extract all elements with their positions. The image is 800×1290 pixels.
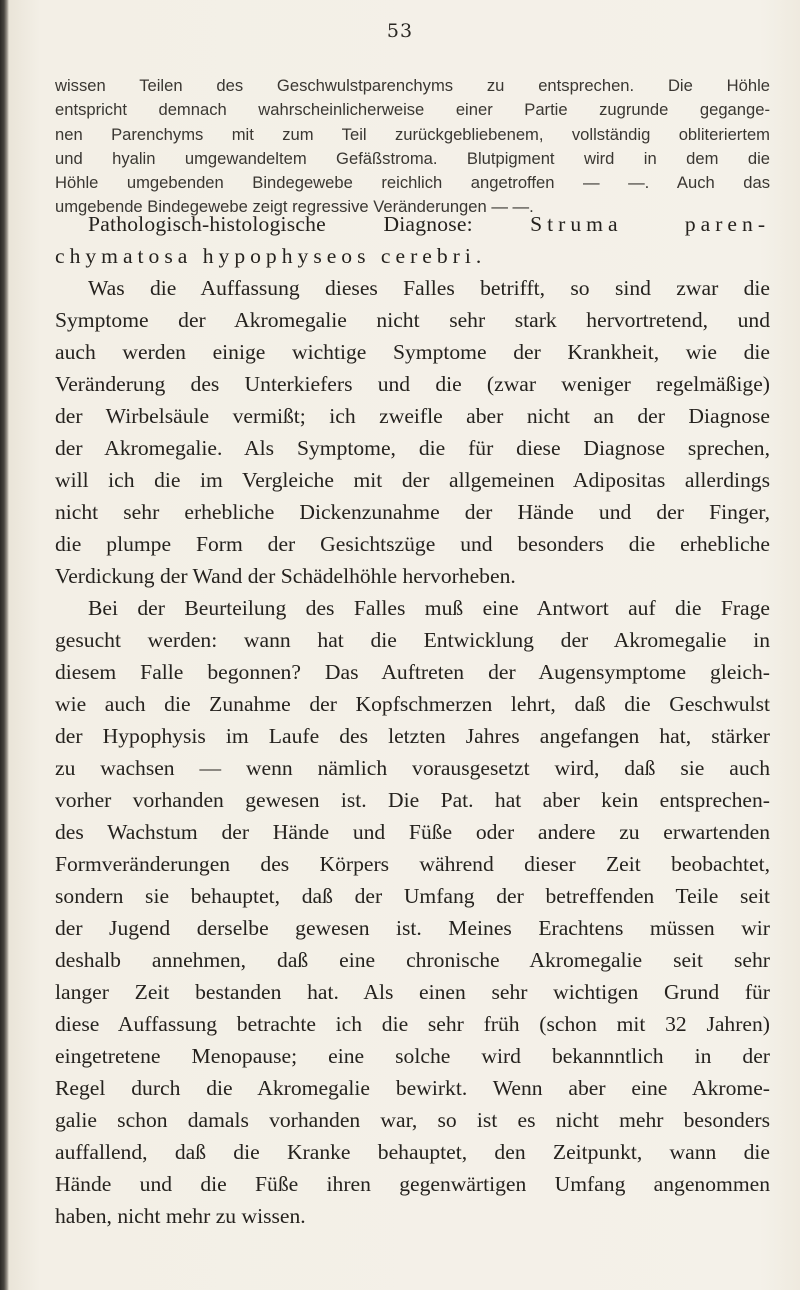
text-line: Bei der Beurteilung des Falles muß eine Antwort auf die Frage [88,596,770,620]
text-line: sondern sie behauptet, daß der Umfang der betreffenden Teile seit [55,884,770,908]
text-line: will ich die im Vergleiche mit der allgemeinen Adipositas allerdings [55,468,770,492]
text-line: entspricht demnach wahrscheinlicherweise einer Partie zugrunde gegange- [55,100,770,120]
text-line: der Akromegalie. Als Symptome, die für diese Diagnose sprechen, [55,436,770,460]
text-line: diese Auffassung betrachte ich die sehr früh (schon mit 32 Jahren) [55,1012,770,1036]
diagnosis-label: Pathologisch-histologische Diagnose: [88,212,473,236]
text-line: die plumpe Form der Gesichtszüge und besonders die erhebliche [55,532,770,556]
diagnosis-line-1 [55,208,770,240]
text-line: vorher vorhanden gewesen ist. Die Pat. hat aber kein entsprechen- [55,788,770,812]
text-line: Formveränderungen des Körpers während dieser Zeit beobachtet, [55,852,770,876]
text-line: wie auch die Zunahme der Kopfschmerzen lehrt, daß die Geschwulst [55,692,770,716]
book-binding-edge [0,0,9,1290]
small-print-paragraph [55,74,770,220]
text-line: nen Parenchyms mit zum Teil zurückgebliebenem, vollständig obliteriertem [55,124,770,144]
text-line: Verdickung der Wand der Schädelhöhle hervorheben. [55,564,516,588]
paragraph-1 [55,272,770,592]
text-line: diesem Falle begonnen? Das Auftreten der Augensymptome gleich- [55,660,770,684]
text-line: Was die Auffassung dieses Falles betrifft, so sind zwar die [88,276,770,300]
diagnosis-term-part-2: chymatosa hypophyseos cerebri. [55,244,487,268]
text-line: umgebende Bindegewebe zeigt regressive Veränderungen — —. [55,197,534,217]
main-text [55,208,770,1232]
text-line: auffallend, daß die Kranke behauptet, den Zeitpunkt, wann die [55,1140,770,1164]
text-line: haben, nicht mehr zu wissen. [55,1204,306,1228]
text-line: auch werden einige wichtige Symptome der Krankheit, wie die [55,340,770,364]
text-line: der Hypophysis im Laufe des letzten Jahres angefangen hat, stärker [55,724,770,748]
paragraph-2 [55,592,770,1232]
text-line: eingetretene Menopause; eine solche wird bekannntlich in der [55,1044,770,1068]
text-line: gesucht werden: wann hat die Entwicklung der Akromegalie in [55,628,770,652]
text-line: Höhle umgebenden Bindegewebe reichlich angetroffen — —. Auch das [55,173,770,193]
text-line: des Wachstum der Hände und Füße oder andere zu erwartenden [55,820,770,844]
text-line: Hände und die Füße ihren gegenwärtigen Umfang angenommen [55,1172,770,1196]
text-line: Regel durch die Akromegalie bewirkt. Wenn aber eine Akrome- [55,1076,770,1100]
text-line: deshalb annehmen, daß eine chronische Akromegalie seit sehr [55,948,770,972]
text-line: galie schon damals vorhanden war, so ist es nicht mehr besonders [55,1108,770,1132]
text-line: Veränderung des Unterkiefers und die (zwar weniger regelmäßige) [55,372,770,396]
diagnosis-heading [55,208,770,272]
text-line: zu wachsen — wenn nämlich vorausgesetzt wird, daß sie auch [55,756,770,780]
text-line: Symptome der Akromegalie nicht sehr stark hervortretend, und [55,308,770,332]
text-line: langer Zeit bestanden hat. Als einen sehr wichtigen Grund für [55,980,770,1004]
text-line: wissen Teilen des Geschwulstparenchyms zu entsprechen. Die Höhle [55,76,770,95]
diagnosis-term-part-1: Struma paren- [530,212,771,236]
text-line: der Wirbelsäule vermißt; ich zweifle aber nicht an der Diagnose [55,404,770,428]
page-number: 53 [386,20,414,42]
text-line: der Jugend derselbe gewesen ist. Meines Erachtens müssen wir [55,916,770,940]
text-line: nicht sehr erhebliche Dickenzunahme der Hände und der Finger, [55,500,770,524]
text-line: und hyalin umgewandeltem Gefäßstroma. Blutpigment wird in dem die [55,148,770,168]
